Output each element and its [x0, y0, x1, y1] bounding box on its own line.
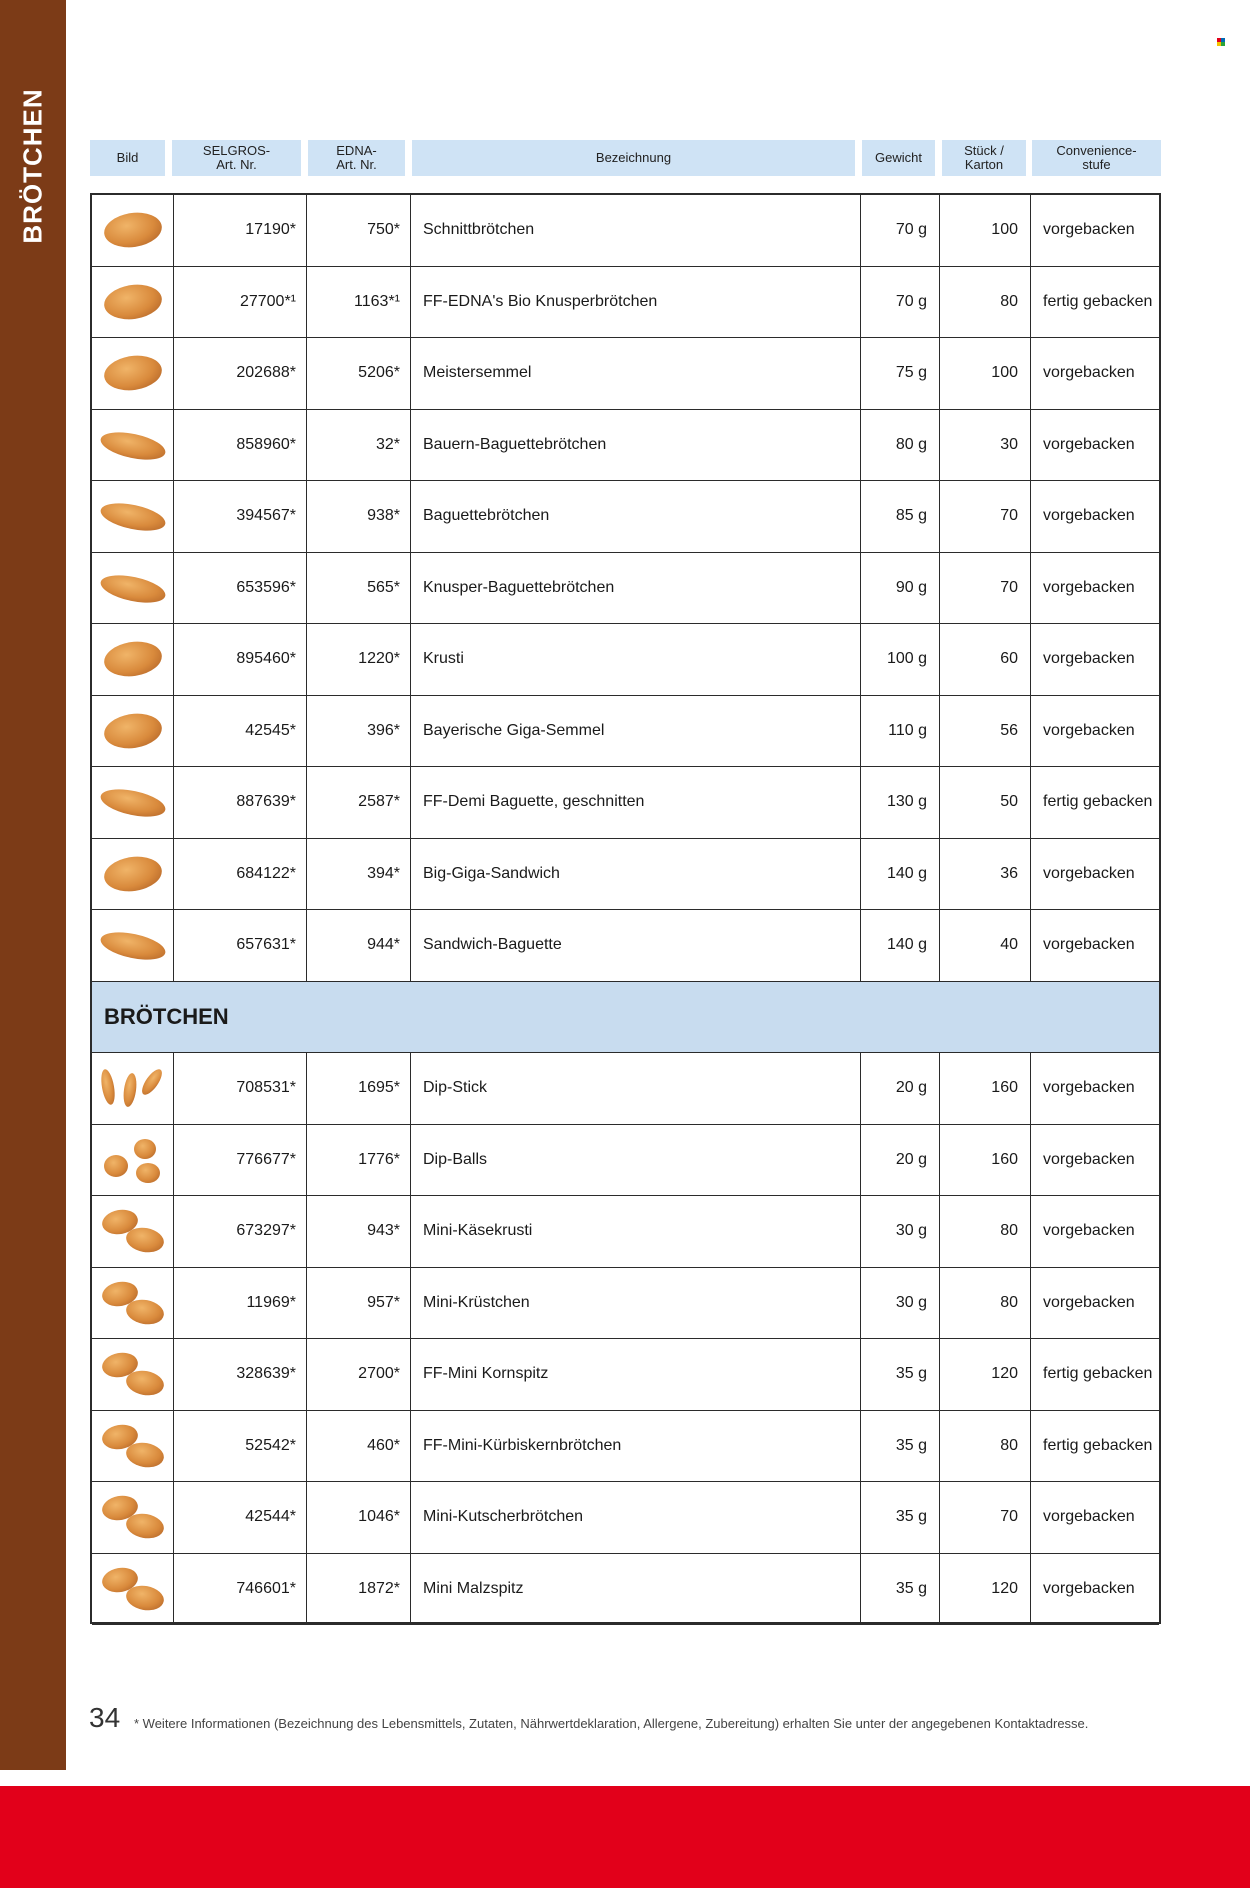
product-image — [92, 481, 174, 552]
table-row — [92, 481, 1159, 553]
edna-art-nr: 957* — [307, 1268, 411, 1339]
pieces-per-carton: 80 — [940, 1411, 1031, 1482]
pieces-per-carton: 30 — [940, 410, 1031, 481]
product-name: Bauern-Baguettebrötchen — [411, 410, 861, 481]
selgros-art-nr: 17190* — [174, 195, 307, 266]
table-row — [92, 1125, 1159, 1197]
convenience-stage: vorgebacken — [1043, 507, 1135, 525]
product-weight: 110 g — [861, 696, 940, 767]
table-header — [90, 140, 1161, 176]
selgros-art-nr: 42545* — [174, 696, 307, 767]
header-convenience: Convenience- stufe — [1032, 140, 1161, 176]
header-bezeichnung: Bezeichnung — [412, 140, 855, 176]
product-image — [92, 1196, 174, 1267]
bread-roll-icon — [98, 207, 168, 253]
product-name: Dip-Balls — [411, 1125, 861, 1196]
edna-art-nr: 396* — [307, 696, 411, 767]
pieces-per-carton: 80 — [940, 1196, 1031, 1267]
product-name: Mini-Krüstchen — [411, 1268, 861, 1339]
pieces-per-carton: 60 — [940, 624, 1031, 695]
table-row — [92, 410, 1159, 482]
pieces-per-carton: 120 — [940, 1339, 1031, 1410]
convenience-stage: vorgebacken — [1043, 1079, 1135, 1097]
convenience-stage: fertig gebacken — [1043, 793, 1153, 811]
edna-art-nr: 1046* — [307, 1482, 411, 1553]
product-weight: 35 g — [861, 1339, 940, 1410]
edna-art-nr: 32* — [307, 410, 411, 481]
pieces-per-carton: 80 — [940, 1268, 1031, 1339]
pieces-per-carton: 160 — [940, 1053, 1031, 1124]
product-image — [92, 624, 174, 695]
selgros-art-nr: 887639* — [174, 767, 307, 838]
section-header — [92, 982, 1159, 1054]
convenience-stage: fertig gebacken — [1043, 1436, 1153, 1454]
pieces-per-carton: 120 — [940, 1554, 1031, 1625]
baguette-roll-icon — [98, 565, 168, 611]
product-name: Schnittbrötchen — [411, 195, 861, 266]
edna-art-nr: 5206* — [307, 338, 411, 409]
convenience-stage: vorgebacken — [1043, 721, 1135, 739]
table-row — [92, 839, 1159, 911]
convenience-stage: vorgebacken — [1043, 864, 1135, 882]
product-weight: 35 g — [861, 1554, 940, 1625]
pieces-per-carton: 36 — [940, 839, 1031, 910]
product-name: Knusper-Baguettebrötchen — [411, 553, 861, 624]
dip-balls-icon — [98, 1137, 168, 1183]
table-row — [92, 267, 1159, 339]
page-number: 34 — [89, 1702, 121, 1733]
bread-roll-icon — [98, 636, 168, 682]
product-image — [92, 338, 174, 409]
product-name: Mini-Käsekrusti — [411, 1196, 861, 1267]
table-row — [92, 1554, 1159, 1626]
pieces-per-carton: 80 — [940, 267, 1031, 338]
logo-icon — [1217, 38, 1225, 46]
product-weight: 35 g — [861, 1411, 940, 1482]
pieces-per-carton: 70 — [940, 1482, 1031, 1553]
table-row — [92, 1482, 1159, 1554]
side-bar — [0, 0, 66, 1770]
product-weight: 20 g — [861, 1125, 940, 1196]
baguette-roll-icon — [98, 422, 168, 468]
table-row — [92, 1196, 1159, 1268]
product-weight: 90 g — [861, 553, 940, 624]
table-row — [92, 553, 1159, 625]
product-name: FF-Mini-Kürbiskernbrötchen — [411, 1411, 861, 1482]
product-image — [92, 910, 174, 981]
convenience-stage: vorgebacken — [1043, 364, 1135, 382]
selgros-art-nr: 708531* — [174, 1053, 307, 1124]
product-image — [92, 696, 174, 767]
header-selgros: SELGROS- Art. Nr. — [172, 140, 301, 176]
selgros-art-nr: 858960* — [174, 410, 307, 481]
convenience-stage: vorgebacken — [1043, 936, 1135, 954]
table-row — [92, 338, 1159, 410]
convenience-stage: fertig gebacken — [1043, 292, 1153, 310]
pieces-per-carton: 50 — [940, 767, 1031, 838]
product-name: Meistersemmel — [411, 338, 861, 409]
selgros-art-nr: 657631* — [174, 910, 307, 981]
product-weight: 20 g — [861, 1053, 940, 1124]
table-row — [92, 910, 1159, 982]
dip-stick-icon — [98, 1065, 168, 1111]
edna-art-nr: 750* — [307, 195, 411, 266]
table-row — [92, 1268, 1159, 1340]
pieces-per-carton: 70 — [940, 481, 1031, 552]
table-row — [92, 1339, 1159, 1411]
convenience-stage: vorgebacken — [1043, 1222, 1135, 1240]
bread-roll-icon — [98, 279, 168, 325]
edna-art-nr: 1220* — [307, 624, 411, 695]
pieces-per-carton: 40 — [940, 910, 1031, 981]
product-weight: 75 g — [861, 338, 940, 409]
product-weight: 35 g — [861, 1482, 940, 1553]
product-name: FF-EDNA's Bio Knusperbrötchen — [411, 267, 861, 338]
selgros-art-nr: 673297* — [174, 1196, 307, 1267]
product-name: Sandwich-Baguette — [411, 910, 861, 981]
edna-art-nr: 944* — [307, 910, 411, 981]
edna-art-nr: 938* — [307, 481, 411, 552]
product-image — [92, 553, 174, 624]
table-row — [92, 195, 1159, 267]
product-weight: 70 g — [861, 267, 940, 338]
bread-roll-icon — [98, 708, 168, 754]
product-image — [92, 195, 174, 266]
edna-art-nr: 1695* — [307, 1053, 411, 1124]
section-title: BRÖTCHEN — [104, 1003, 229, 1029]
product-name: Dip-Stick — [411, 1053, 861, 1124]
convenience-stage: vorgebacken — [1043, 1508, 1135, 1526]
edna-art-nr: 460* — [307, 1411, 411, 1482]
bread-roll-icon — [98, 851, 168, 897]
selgros-art-nr: 684122* — [174, 839, 307, 910]
selgros-art-nr: 895460* — [174, 624, 307, 695]
convenience-stage: vorgebacken — [1043, 1293, 1135, 1311]
convenience-stage: vorgebacken — [1043, 221, 1135, 239]
product-weight: 80 g — [861, 410, 940, 481]
edna-art-nr: 1776* — [307, 1125, 411, 1196]
side-title: BRÖTCHEN — [17, 88, 48, 244]
product-weight: 140 g — [861, 910, 940, 981]
header-stueck: Stück / Karton — [942, 140, 1026, 176]
product-image — [92, 1268, 174, 1339]
edna-art-nr: 1163*¹ — [307, 267, 411, 338]
edna-art-nr: 1872* — [307, 1554, 411, 1625]
product-image — [92, 1053, 174, 1124]
selgros-art-nr: 328639* — [174, 1339, 307, 1410]
header-gewicht: Gewicht — [862, 140, 935, 176]
convenience-stage: vorgebacken — [1043, 435, 1135, 453]
baguette-roll-icon — [98, 493, 168, 539]
selgros-art-nr: 653596* — [174, 553, 307, 624]
edna-art-nr: 2587* — [307, 767, 411, 838]
product-image — [92, 767, 174, 838]
pieces-per-carton: 160 — [940, 1125, 1031, 1196]
mini-rolls-icon — [98, 1208, 168, 1254]
product-weight: 130 g — [861, 767, 940, 838]
edna-art-nr: 2700* — [307, 1339, 411, 1410]
product-table — [90, 193, 1161, 1624]
pieces-per-carton: 56 — [940, 696, 1031, 767]
selgros-art-nr: 42544* — [174, 1482, 307, 1553]
product-image — [92, 1339, 174, 1410]
product-weight: 30 g — [861, 1196, 940, 1267]
selgros-art-nr: 11969* — [174, 1268, 307, 1339]
product-name: Mini Malzspitz — [411, 1554, 861, 1625]
product-name: FF-Demi Baguette, geschnitten — [411, 767, 861, 838]
product-image — [92, 1125, 174, 1196]
product-name: Big-Giga-Sandwich — [411, 839, 861, 910]
product-name: FF-Mini Kornspitz — [411, 1339, 861, 1410]
product-weight: 85 g — [861, 481, 940, 552]
mini-rolls-icon — [98, 1351, 168, 1397]
mini-rolls-icon — [98, 1280, 168, 1326]
product-image — [92, 267, 174, 338]
convenience-stage: vorgebacken — [1043, 1579, 1135, 1597]
table-row — [92, 767, 1159, 839]
product-image — [92, 1554, 174, 1625]
bread-roll-icon — [98, 350, 168, 396]
product-image — [92, 1411, 174, 1482]
product-image — [92, 410, 174, 481]
footer-note: * Weitere Informationen (Bezeichnung des Lebensmittels, Zutaten, Nährwertdeklaration, Allergene, Zubereitung) erhalten Sie unter der angegebenen Kontaktadresse. — [134, 1716, 1089, 1731]
header-bild: Bild — [90, 140, 165, 176]
selgros-art-nr: 52542* — [174, 1411, 307, 1482]
baguette-roll-icon — [98, 779, 168, 825]
edna-art-nr: 565* — [307, 553, 411, 624]
product-name: Bayerische Giga-Semmel — [411, 696, 861, 767]
product-weight: 70 g — [861, 195, 940, 266]
product-name: Baguettebrötchen — [411, 481, 861, 552]
convenience-stage: vorgebacken — [1043, 1150, 1135, 1168]
product-name: Mini-Kutscherbrötchen — [411, 1482, 861, 1553]
mini-rolls-icon — [98, 1494, 168, 1540]
mini-rolls-icon — [98, 1566, 168, 1612]
convenience-stage: vorgebacken — [1043, 650, 1135, 668]
table-row — [92, 696, 1159, 768]
convenience-stage: vorgebacken — [1043, 578, 1135, 596]
product-image — [92, 1482, 174, 1553]
edna-art-nr: 943* — [307, 1196, 411, 1267]
product-name: Krusti — [411, 624, 861, 695]
selgros-art-nr: 202688* — [174, 338, 307, 409]
edna-art-nr: 394* — [307, 839, 411, 910]
selgros-art-nr: 394567* — [174, 481, 307, 552]
selgros-art-nr: 746601* — [174, 1554, 307, 1625]
product-weight: 140 g — [861, 839, 940, 910]
selgros-art-nr: 776677* — [174, 1125, 307, 1196]
table-row — [92, 1411, 1159, 1483]
baguette-roll-icon — [98, 922, 168, 968]
bottom-band — [0, 1786, 1250, 1888]
mini-rolls-icon — [98, 1423, 168, 1469]
selgros-art-nr: 27700*¹ — [174, 267, 307, 338]
product-image — [92, 839, 174, 910]
product-weight: 30 g — [861, 1268, 940, 1339]
convenience-stage: fertig gebacken — [1043, 1365, 1153, 1383]
pieces-per-carton: 100 — [940, 195, 1031, 266]
table-row — [92, 624, 1159, 696]
pieces-per-carton: 100 — [940, 338, 1031, 409]
pieces-per-carton: 70 — [940, 553, 1031, 624]
table-row — [92, 1053, 1159, 1125]
product-weight: 100 g — [861, 624, 940, 695]
header-edna: EDNA- Art. Nr. — [308, 140, 405, 176]
